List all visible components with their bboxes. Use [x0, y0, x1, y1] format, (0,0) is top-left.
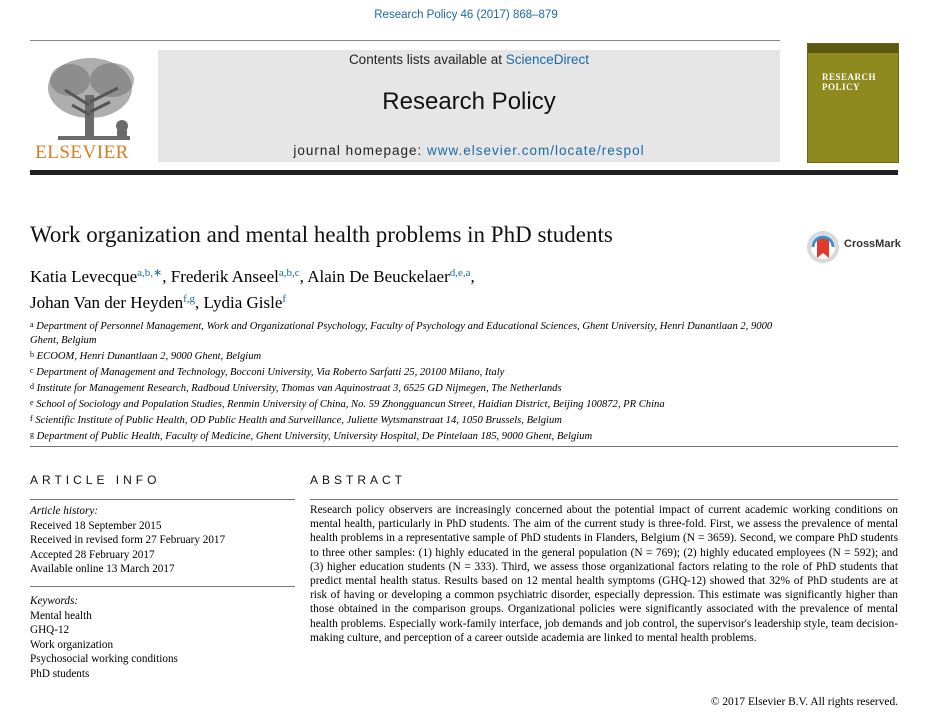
affiliation-key: e — [30, 398, 34, 407]
journal-masthead — [158, 50, 780, 162]
affiliation-item — [30, 380, 790, 396]
keyword-item: PhD students — [30, 667, 90, 680]
crossmark-label[interactable]: CrossMark — [844, 238, 901, 250]
affiliation-item — [30, 348, 790, 364]
affiliation-key: b — [30, 350, 34, 359]
affiliation-text: School of Sociology and Population Studies, Renmin University of China, No. 59 Zhongguancun Street, Haidian District, Beijing 100872, PR China — [36, 399, 665, 410]
affiliation-text: ECOOM, Henri Dunantlaan 2, 9000 Ghent, Belgium — [36, 351, 262, 362]
author-name[interactable]: Alain De Beuckelaer — [307, 267, 450, 286]
abstract-text: Research policy observers are increasingly concerned about the potential impact of current academic working conditions on mental health, particularly in PhD students. The aim of the current study is three-fold. First, we assess the prevalence of mental health problems in a representative sample of PhD students in Flanders, Belgium (N = 3659). Second, we compare PhD students to three other samples: (1) highly educated in the general population (N = 769); (2) highly educated employees (N = 592); and (3) higher education students (N = 333). Third, we assess those organizational factors relating to the role of PhD students that predict mental health status. Results based on 12 mental health symptoms (GHQ-12) showed that 32% of PhD students are at risk of having or developing a common psychiatric disorder, especially depression. This estimate was significantly higher than those obtained in the comparison groups. Organizational policies were significantly associated with the prevalence of mental health problems. Especially work-family interface, job demands and job control, the supervisor's leadership style, team decision-making culture, and perception of a career outside academia are linked to mental health problems. — [310, 504, 898, 644]
author-separator: , — [162, 267, 171, 286]
article-title: Work organization and mental health problems in PhD students — [30, 222, 613, 247]
history-item: Received 18 September 2015 — [30, 519, 162, 532]
author-separator: , — [470, 267, 475, 286]
keyword-item: GHQ-12 — [30, 624, 70, 636]
keywords-label: Keywords: — [30, 595, 79, 607]
history-label: Article history: — [30, 505, 99, 517]
affiliation-list — [30, 318, 790, 444]
keywords-divider — [30, 586, 295, 587]
affiliation-text: Institute for Management Research, Radboud University, Thomas van Aquinostraat 3, 6525 GD Nijmegen, The Netherlands — [36, 383, 562, 394]
author-affiliation-marker[interactable]: a,b,c — [278, 267, 300, 279]
journal-citation[interactable]: Research Policy 46 (2017) 868–879 — [374, 9, 558, 21]
contents-line — [158, 52, 780, 67]
affiliation-key: c — [30, 366, 34, 375]
author-separator: , — [195, 293, 204, 312]
affiliation-item — [30, 318, 790, 348]
affiliation-item — [30, 364, 790, 380]
author-affiliation-marker[interactable]: a,b,∗ — [137, 267, 163, 279]
history-item: Received in revised form 27 February 2017 — [30, 534, 226, 546]
copyright-notice: © 2017 Elsevier B.V. All rights reserved. — [710, 696, 898, 708]
author-separator: , — [299, 267, 308, 286]
abstract-heading: ABSTRACT — [310, 473, 407, 487]
section-divider — [30, 446, 898, 447]
affiliation-item — [30, 428, 790, 444]
affiliation-item — [30, 396, 790, 412]
elsevier-wordmark[interactable]: ELSEVIER — [35, 142, 129, 163]
article-info-heading: ARTICLE INFO — [30, 473, 161, 487]
author-name[interactable]: Johan Van der Heyden — [30, 293, 184, 312]
author-name[interactable]: Katia Levecque — [30, 267, 138, 286]
affiliation-key: f — [30, 414, 33, 423]
top-divider — [30, 40, 780, 41]
affiliation-text: Department of Personnel Management, Work and Organizational Psychology, Faculty of Psychology and Educational Sciences, Ghent University, Henri Dunantlaan 2, 9000 Ghent, Belgium — [30, 321, 773, 346]
sciencedirect-link[interactable]: ScienceDirect — [505, 52, 590, 67]
header-divider — [30, 170, 898, 175]
journal-cover-image[interactable] — [807, 43, 899, 163]
author-list — [30, 262, 730, 314]
keyword-item: Mental health — [30, 609, 92, 622]
keyword-item: Work organization — [30, 638, 114, 651]
affiliation-text: Department of Management and Technology, Bocconi University, Via Roberto Sarfatti 25, 20100 Milano, Italy — [36, 367, 505, 378]
author-name[interactable]: Frederik Anseel — [170, 267, 279, 286]
cover-header-strip — [808, 44, 898, 53]
affiliation-item — [30, 412, 790, 428]
author-name[interactable]: Lydia Gisle — [203, 293, 283, 312]
author-affiliation-marker[interactable]: f,g — [183, 293, 196, 305]
affiliation-text: Department of Public Health, Faculty of Medicine, Ghent University, University Hospital, De Pintelaan 185, 9000 Ghent, Belgium — [36, 431, 593, 442]
homepage-link[interactable]: www.elsevier.com/locate/respol — [427, 143, 645, 158]
author-affiliation-marker[interactable]: f — [282, 293, 287, 305]
history-item: Available online 13 March 2017 — [30, 563, 175, 575]
affiliation-text: Scientific Institute of Public Health, OD Public Health and Surveillance, Juliette Wytsmanstraat 14, 1050 Brussels, Belgium — [35, 415, 562, 426]
affiliation-key: g — [30, 430, 34, 439]
article-history — [30, 504, 295, 577]
abstract-divider — [310, 499, 898, 500]
history-item: Accepted 28 February 2017 — [30, 548, 155, 561]
journal-title: Research Policy — [382, 88, 556, 115]
homepage-prefix: journal homepage: — [293, 143, 427, 158]
affiliation-key: d — [30, 382, 34, 391]
author-affiliation-marker[interactable]: d,e,a — [449, 267, 471, 279]
contents-prefix: Contents lists available at — [348, 52, 506, 67]
keywords-list — [30, 594, 295, 681]
homepage-line — [158, 143, 780, 158]
cover-title: RESEARCH POLICY — [822, 72, 877, 92]
affiliation-key: a — [30, 320, 34, 329]
article-info-divider — [30, 499, 295, 500]
keyword-item: Psychosocial working conditions — [30, 653, 178, 665]
